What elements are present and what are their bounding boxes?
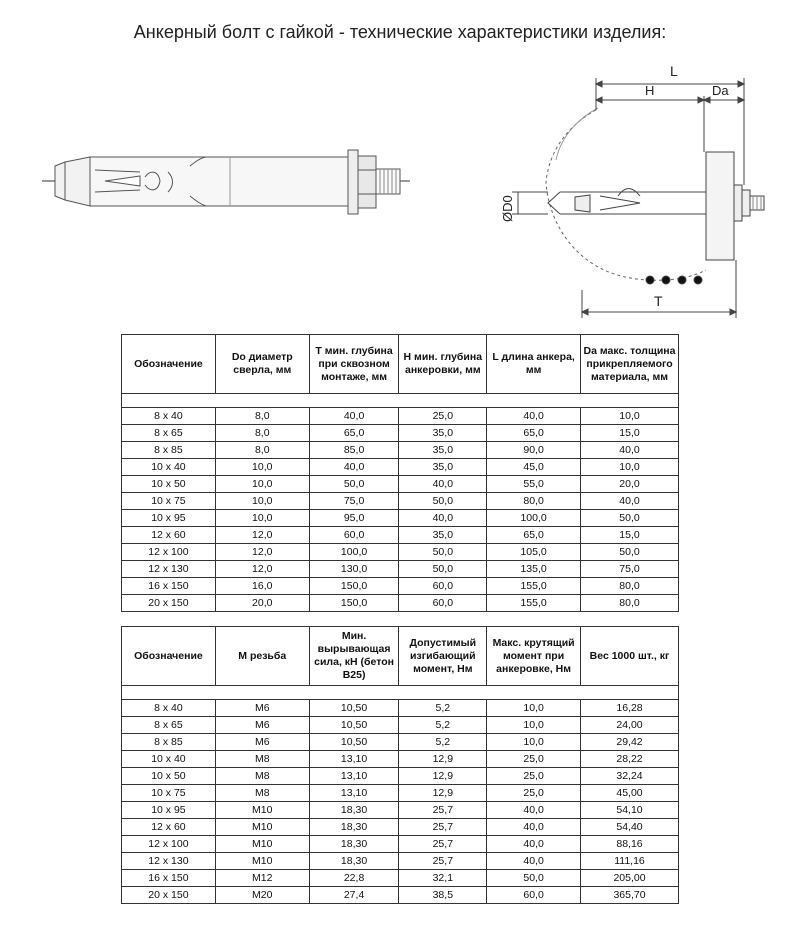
table-header: Обозначение (122, 335, 216, 394)
table-cell: 12 x 130 (122, 561, 216, 578)
table-row (122, 836, 679, 853)
table-cell: 12 x 100 (122, 544, 216, 561)
table-cell: 75,0 (309, 493, 399, 510)
table-cell: 25,0 (487, 768, 581, 785)
table-cell: 111,16 (581, 853, 679, 870)
table-row (122, 510, 679, 527)
table-cell: 95,0 (309, 510, 399, 527)
table-row (122, 819, 679, 836)
table-cell: 25,7 (399, 836, 487, 853)
table-cell: 8 x 40 (122, 700, 216, 717)
anchor-bolt-side-view (42, 150, 410, 214)
table-row (122, 751, 679, 768)
table-cell: 25,7 (399, 802, 487, 819)
table-cell: 50,0 (309, 476, 399, 493)
table-cell: 40,0 (487, 408, 581, 425)
table-cell: 22,8 (309, 870, 399, 887)
table-cell: 13,10 (309, 751, 399, 768)
table-cell: 16 x 150 (122, 578, 216, 595)
table-cell: 40,0 (399, 476, 487, 493)
table-cell: 60,0 (399, 595, 487, 612)
table-cell: 60,0 (487, 887, 581, 904)
table-cell: 18,30 (309, 802, 399, 819)
table-cell: 8,0 (215, 442, 309, 459)
dimensions-table (121, 334, 679, 612)
table-cell: 100,0 (309, 544, 399, 561)
dimensions-table-body (122, 394, 679, 612)
table-cell: 80,0 (487, 493, 581, 510)
table-header: H мин. глубина анкеровки, мм (399, 335, 487, 394)
table-cell: 12 x 130 (122, 853, 216, 870)
table-cell: 32,1 (399, 870, 487, 887)
table-cell: 35,0 (399, 442, 487, 459)
table-header: Допустимый изгибающий момент, Нм (399, 627, 487, 686)
table-row (122, 459, 679, 476)
table-cell: 65,0 (487, 425, 581, 442)
table-cell: M10 (215, 802, 309, 819)
table-cell: 8 x 40 (122, 408, 216, 425)
performance-table-body (122, 686, 679, 904)
table-cell: 50,0 (581, 510, 679, 527)
table-cell: M10 (215, 853, 309, 870)
table-cell: 65,0 (487, 527, 581, 544)
table-cell: 5,2 (399, 717, 487, 734)
table-cell: 25,0 (487, 751, 581, 768)
table-cell: 28,22 (581, 751, 679, 768)
table-cell: 50,0 (399, 561, 487, 578)
table-cell: 12 x 100 (122, 836, 216, 853)
table-cell: 10,0 (487, 700, 581, 717)
dim-label-T: T (654, 293, 663, 309)
table-cell: 90,0 (487, 442, 581, 459)
dim-label-Da: Da (712, 83, 729, 98)
table-header: Do диаметр сверла, мм (215, 335, 309, 394)
table-header: Da макс. толщина прикрепляемого материала, мм (581, 335, 679, 394)
table-cell: 35,0 (399, 425, 487, 442)
table-cell: M12 (215, 870, 309, 887)
table-cell: 155,0 (487, 578, 581, 595)
table-cell: 12,0 (215, 544, 309, 561)
table-cell: 40,0 (399, 510, 487, 527)
table-cell: M20 (215, 887, 309, 904)
table-cell: 8,0 (215, 425, 309, 442)
table-cell: 8 x 65 (122, 425, 216, 442)
table-cell: 40,0 (487, 819, 581, 836)
table-cell: 105,0 (487, 544, 581, 561)
table-cell: 50,0 (399, 493, 487, 510)
table-cell: 12,0 (215, 561, 309, 578)
table-cell: 10,50 (309, 734, 399, 751)
table-cell: 20 x 150 (122, 887, 216, 904)
table-cell: 12,9 (399, 751, 487, 768)
table-header: L длина анкера, мм (487, 335, 581, 394)
table-cell: 12,9 (399, 785, 487, 802)
table-cell: M8 (215, 768, 309, 785)
table-cell: 10,0 (215, 459, 309, 476)
table-cell: 40,0 (309, 459, 399, 476)
table-cell: 29,42 (581, 734, 679, 751)
anchor-installed-section (512, 78, 764, 318)
table-cell: 50,0 (581, 544, 679, 561)
table-header: M резьба (215, 627, 309, 686)
table-cell: M6 (215, 717, 309, 734)
table-header: Мин. вырывающая сила, кН (бетон B25) (309, 627, 399, 686)
table-cell: 88,16 (581, 836, 679, 853)
table-cell: 32,24 (581, 768, 679, 785)
table-cell: 40,0 (581, 442, 679, 459)
table-cell: 12,0 (215, 527, 309, 544)
table-cell: 150,0 (309, 578, 399, 595)
table-cell: 12,9 (399, 768, 487, 785)
table-cell: 60,0 (399, 578, 487, 595)
table-cell: 10,0 (581, 459, 679, 476)
table-cell: 54,40 (581, 819, 679, 836)
page-title: Анкерный болт с гайкой - технические характеристики изделия: (133, 22, 667, 42)
table-cell: 8 x 65 (122, 717, 216, 734)
table-cell: 20,0 (581, 476, 679, 493)
table-cell: 60,0 (309, 527, 399, 544)
table-cell: 10,0 (215, 493, 309, 510)
table-cell: 5,2 (399, 700, 487, 717)
table-cell: 13,10 (309, 785, 399, 802)
table-cell: 65,0 (309, 425, 399, 442)
table-cell: 25,0 (487, 785, 581, 802)
table-cell: 16 x 150 (122, 870, 216, 887)
table-row (122, 700, 679, 717)
table-cell: 45,0 (487, 459, 581, 476)
table-cell: M8 (215, 751, 309, 768)
table-row (122, 493, 679, 510)
table-row (122, 527, 679, 544)
table-cell: M6 (215, 734, 309, 751)
table-cell: M6 (215, 700, 309, 717)
spacer-row (122, 394, 679, 408)
table-cell: 40,0 (487, 836, 581, 853)
table-cell: 150,0 (309, 595, 399, 612)
table-row (122, 853, 679, 870)
table-cell: 155,0 (487, 595, 581, 612)
table-cell: M8 (215, 785, 309, 802)
table-row (122, 544, 679, 561)
table-cell: 35,0 (399, 527, 487, 544)
table-cell: 365,70 (581, 887, 679, 904)
table-cell: 75,0 (581, 561, 679, 578)
table-cell: 10,50 (309, 700, 399, 717)
table-row (122, 408, 679, 425)
table-cell: 10,50 (309, 717, 399, 734)
table-cell: 18,30 (309, 836, 399, 853)
table-cell: 10,0 (487, 717, 581, 734)
table-header: Обозначение (122, 627, 216, 686)
table-cell: 10 x 75 (122, 493, 216, 510)
table-cell: 15,0 (581, 527, 679, 544)
table-cell: 50,0 (487, 870, 581, 887)
table-row (122, 870, 679, 887)
table-header: T мин. глубина при сквозном монтаже, мм (309, 335, 399, 394)
table-cell: 8 x 85 (122, 734, 216, 751)
table-cell: M10 (215, 819, 309, 836)
table-cell: 25,0 (399, 408, 487, 425)
table-cell: 205,00 (581, 870, 679, 887)
table-cell: 80,0 (581, 595, 679, 612)
table-cell: 35,0 (399, 459, 487, 476)
table-cell: 10 x 95 (122, 510, 216, 527)
table-cell: 10,0 (215, 510, 309, 527)
table-row (122, 802, 679, 819)
table-cell: 10,0 (215, 476, 309, 493)
table-row (122, 734, 679, 751)
table-cell: 10 x 75 (122, 785, 216, 802)
table-row (122, 887, 679, 904)
table-cell: 10 x 95 (122, 802, 216, 819)
table-header: Вес 1000 шт., кг (581, 627, 679, 686)
table-cell: 40,0 (487, 802, 581, 819)
table-row (122, 785, 679, 802)
dim-label-H: H (645, 83, 655, 98)
table-cell: 80,0 (581, 578, 679, 595)
table-cell: 12 x 60 (122, 527, 216, 544)
table-cell: 135,0 (487, 561, 581, 578)
table-cell: 40,0 (487, 853, 581, 870)
table-cell: 5,2 (399, 734, 487, 751)
table-cell: 10 x 50 (122, 476, 216, 493)
table-cell: 10 x 50 (122, 768, 216, 785)
performance-table (121, 626, 679, 904)
dim-label-L: L (670, 63, 678, 79)
table-header: Макс. крутящий момент при анкеровке, Нм (487, 627, 581, 686)
table-cell: 18,30 (309, 853, 399, 870)
table-cell: 20 x 150 (122, 595, 216, 612)
table-cell: 54,10 (581, 802, 679, 819)
table-cell: 130,0 (309, 561, 399, 578)
table-cell: 13,10 (309, 768, 399, 785)
table-row (122, 595, 679, 612)
spacer-row (122, 686, 679, 700)
table-cell: 10,0 (487, 734, 581, 751)
table-row (122, 578, 679, 595)
table-cell: 38,5 (399, 887, 487, 904)
table-cell: 10 x 40 (122, 459, 216, 476)
table-cell: 50,0 (399, 544, 487, 561)
table-cell: 8,0 (215, 408, 309, 425)
table-cell: 12 x 60 (122, 819, 216, 836)
table-cell: 10,0 (581, 408, 679, 425)
table-cell: 15,0 (581, 425, 679, 442)
dim-label-D0: ØD0 (500, 195, 515, 222)
table-cell: 8 x 85 (122, 442, 216, 459)
table-cell: 55,0 (487, 476, 581, 493)
table-row (122, 717, 679, 734)
table-cell: 18,30 (309, 819, 399, 836)
table-cell: M10 (215, 836, 309, 853)
table-row (122, 425, 679, 442)
table-row (122, 476, 679, 493)
table-cell: 16,0 (215, 578, 309, 595)
table-cell: 25,7 (399, 853, 487, 870)
table-cell: 85,0 (309, 442, 399, 459)
table-cell: 40,0 (581, 493, 679, 510)
table-cell: 100,0 (487, 510, 581, 527)
table-cell: 40,0 (309, 408, 399, 425)
table-cell: 27,4 (309, 887, 399, 904)
table-cell: 20,0 (215, 595, 309, 612)
table-cell: 16,28 (581, 700, 679, 717)
table-cell: 45,00 (581, 785, 679, 802)
anchor-bolt-drawings (0, 0, 800, 330)
table-cell: 25,7 (399, 819, 487, 836)
table-row (122, 442, 679, 459)
table-row (122, 768, 679, 785)
table-cell: 10 x 40 (122, 751, 216, 768)
table-cell: 24,00 (581, 717, 679, 734)
table-row (122, 561, 679, 578)
